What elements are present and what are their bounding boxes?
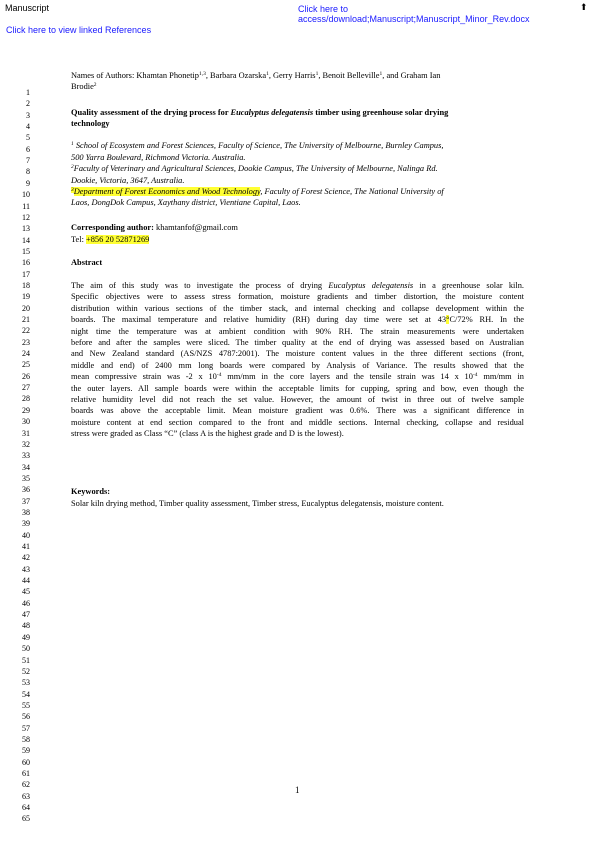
line-number: 34 — [22, 462, 30, 472]
line-number: 13 — [22, 224, 30, 234]
line-number: 12 — [22, 212, 30, 222]
line-number: 25 — [22, 360, 30, 370]
line-number: 37 — [22, 496, 30, 506]
line-number: 21 — [22, 315, 30, 324]
abstract-line: middle and end) of 2400 mm long boards were compared by Analysis of Variance. The results showed that the — [71, 361, 524, 370]
line-number: 50 — [22, 644, 30, 654]
abstract-line: relative humidity level did not reach the set value. However, the amount of twist in three out of twelve sample — [71, 395, 524, 404]
line-number: 14 — [22, 235, 30, 245]
line-number: 9 — [26, 178, 30, 188]
line-number: 18 — [22, 280, 30, 290]
line-number: 62 — [22, 780, 30, 790]
abstract-line: before and after the samples were sliced. The timber quality at the end of drying was assessed based on Australian — [71, 338, 524, 347]
affiliation-1: $^1$ School of Ecosystem and Forest Sciences, Faculty of Science, The University of Melbourne, Burnley Campus, — [71, 141, 444, 150]
line-number: 64 — [22, 803, 30, 813]
line-number: 39 — [22, 519, 30, 529]
line-number: 6 — [26, 144, 30, 154]
line-number: 28 — [22, 394, 30, 404]
line-number: 20 — [22, 303, 30, 313]
affiliation-2: $^2$Faculty of Veterinary and Agricultural Sciences, Dookie Campus, The University of Melbourne, Nalinga Rd. — [71, 164, 438, 173]
line-number: 41 — [22, 542, 30, 551]
line-number: 17 — [22, 269, 30, 279]
author-list-cont: Brodie$^2$ — [71, 82, 97, 91]
abstract-line: night time the temperature was at ambient condition with 90% RH. The strain measurements were undertaken — [71, 327, 524, 336]
line-number: 44 — [22, 576, 30, 586]
line-number: 4 — [26, 122, 30, 132]
line-number: 61 — [22, 769, 30, 778]
line-number: 46 — [22, 598, 30, 608]
abstract-line: moisture content at end section compared to the front and middle sections. Internal checking, collapse and residual — [71, 418, 524, 427]
paper-title: Quality assessment of the drying process for Eucalyptus delegatensis timber using greenhouse solar drying — [71, 108, 449, 117]
abstract-line: stress were graded as Class “C” (class A is the highest grade and D is the lowest). — [71, 429, 344, 438]
line-number: 22 — [22, 326, 30, 336]
line-number: 32 — [22, 439, 30, 449]
line-number: 26 — [22, 371, 30, 381]
abstract-line: Specific objectives were to assess stress formation, moisture gradients and timber distortion, the moisture content — [71, 292, 524, 301]
line-number: 2 — [26, 99, 30, 109]
upload-arrow-icon[interactable]: ⬆ — [580, 2, 588, 12]
paper-title-cont: technology — [71, 119, 110, 128]
line-number: 27 — [22, 383, 30, 393]
abstract-line: and New Zealand standard (AS/NZS 4787:2001). The moisture content values in the three different sections (front, — [71, 349, 524, 358]
line-number: 1 — [26, 88, 30, 97]
line-number: 60 — [22, 757, 30, 767]
line-number: 38 — [22, 507, 30, 517]
line-number: 43 — [22, 564, 30, 574]
abstract-line: boards was above the acceptable limit. Mean moisture gradient was 0.6%. There was a significant difference in — [71, 406, 524, 415]
abstract-line: distribution within various sections of the timber stack, and internal checking and collapse development within the — [71, 304, 524, 313]
line-number: 23 — [22, 337, 30, 347]
affiliation-3: $^3$Department of Forest Economics and Wood Technology, Faculty of Forest Science, The National University of — [71, 187, 444, 196]
line-number: 56 — [22, 712, 30, 722]
author-list: Names of Authors: Khamtan Phonetip$^{1,3}$, Barbara Ozarska$^1$, Gerry Harris$^1$, Benoit Belleville$^1$, and Graham Ian — [71, 71, 441, 80]
corresponding-tel: Tel: +856 20 52871269 — [71, 235, 150, 244]
line-number: 42 — [22, 553, 30, 563]
email-link[interactable]: khamtanfof@gmail.com — [156, 223, 238, 232]
line-number: 3 — [26, 110, 30, 120]
abstract-line: boards. The maximal temperature and relative humidity (RH) during day time were set at 43°C/72% RH. In the — [71, 315, 524, 324]
line-number: 7 — [26, 156, 30, 166]
line-number: 40 — [22, 530, 30, 540]
page-number: 1 — [295, 785, 300, 795]
keywords-text: Solar kiln drying method, Timber quality assessment, Timber stress, Eucalyptus delegatensis, moisture content. — [71, 499, 444, 508]
line-number: 10 — [22, 190, 30, 200]
line-number: 58 — [22, 734, 30, 744]
line-number: 24 — [22, 349, 30, 359]
line-number: 49 — [22, 632, 30, 642]
line-number: 59 — [22, 746, 30, 756]
line-number: 57 — [22, 723, 30, 733]
line-number: 52 — [22, 666, 30, 676]
line-number: 47 — [22, 610, 30, 620]
download-manuscript-link[interactable]: Click here to access/download;Manuscript;Manuscript_Minor_Rev.docx — [298, 4, 530, 24]
manuscript-label: Manuscript — [5, 3, 50, 13]
line-number: 16 — [22, 258, 30, 268]
line-number: 53 — [22, 678, 30, 688]
abstract-line: The aim of this study was to investigate the process of drying Eucalyptus delegatensis in a greenhouse solar kiln. — [71, 281, 524, 290]
line-number: 15 — [22, 246, 30, 256]
line-number: 48 — [22, 621, 30, 631]
line-number: 30 — [22, 417, 30, 427]
abstract-heading: Abstract — [71, 258, 103, 267]
abstract-line: the outer layers. All sample boards were within the acceptable limits for cupping, spring and bow, even though the — [71, 384, 524, 393]
corresponding-author: Corresponding author: khamtanfof@gmail.com — [71, 223, 238, 232]
line-number: 29 — [22, 405, 30, 415]
line-number: 31 — [22, 428, 30, 438]
line-number: 11 — [22, 201, 30, 211]
line-number: 45 — [22, 587, 30, 597]
line-number: 51 — [22, 655, 30, 665]
line-number: 35 — [22, 473, 30, 483]
keywords-heading: Keywords: — [71, 487, 111, 496]
line-number: 55 — [22, 700, 30, 710]
line-number: 33 — [22, 451, 30, 461]
affiliation-3-cont: Laos, DongDok Campus, Xaythany district, Vientiane Capital, Laos. — [71, 198, 301, 207]
line-number: 36 — [22, 485, 30, 495]
line-number: 65 — [22, 814, 30, 824]
line-number: 19 — [22, 292, 30, 302]
line-number: 63 — [22, 791, 30, 801]
affiliation-1-cont: 500 Yarra Boulevard, Richmond Victoria. Australia. — [71, 153, 246, 162]
linked-references-link[interactable]: Click here to view linked References — [6, 25, 152, 35]
line-number: 5 — [26, 133, 30, 143]
affiliation-2-cont: Dookie, Victoria, 3647, Australia. — [71, 176, 185, 185]
line-number: 8 — [26, 167, 30, 177]
abstract-line: mean compressive strain was -2 x $10^{-4}$ mm/mm in the core layers and the tensile strain was 14 x $10^{-4}$ mm/mm in — [71, 372, 524, 381]
line-number: 54 — [22, 689, 30, 699]
